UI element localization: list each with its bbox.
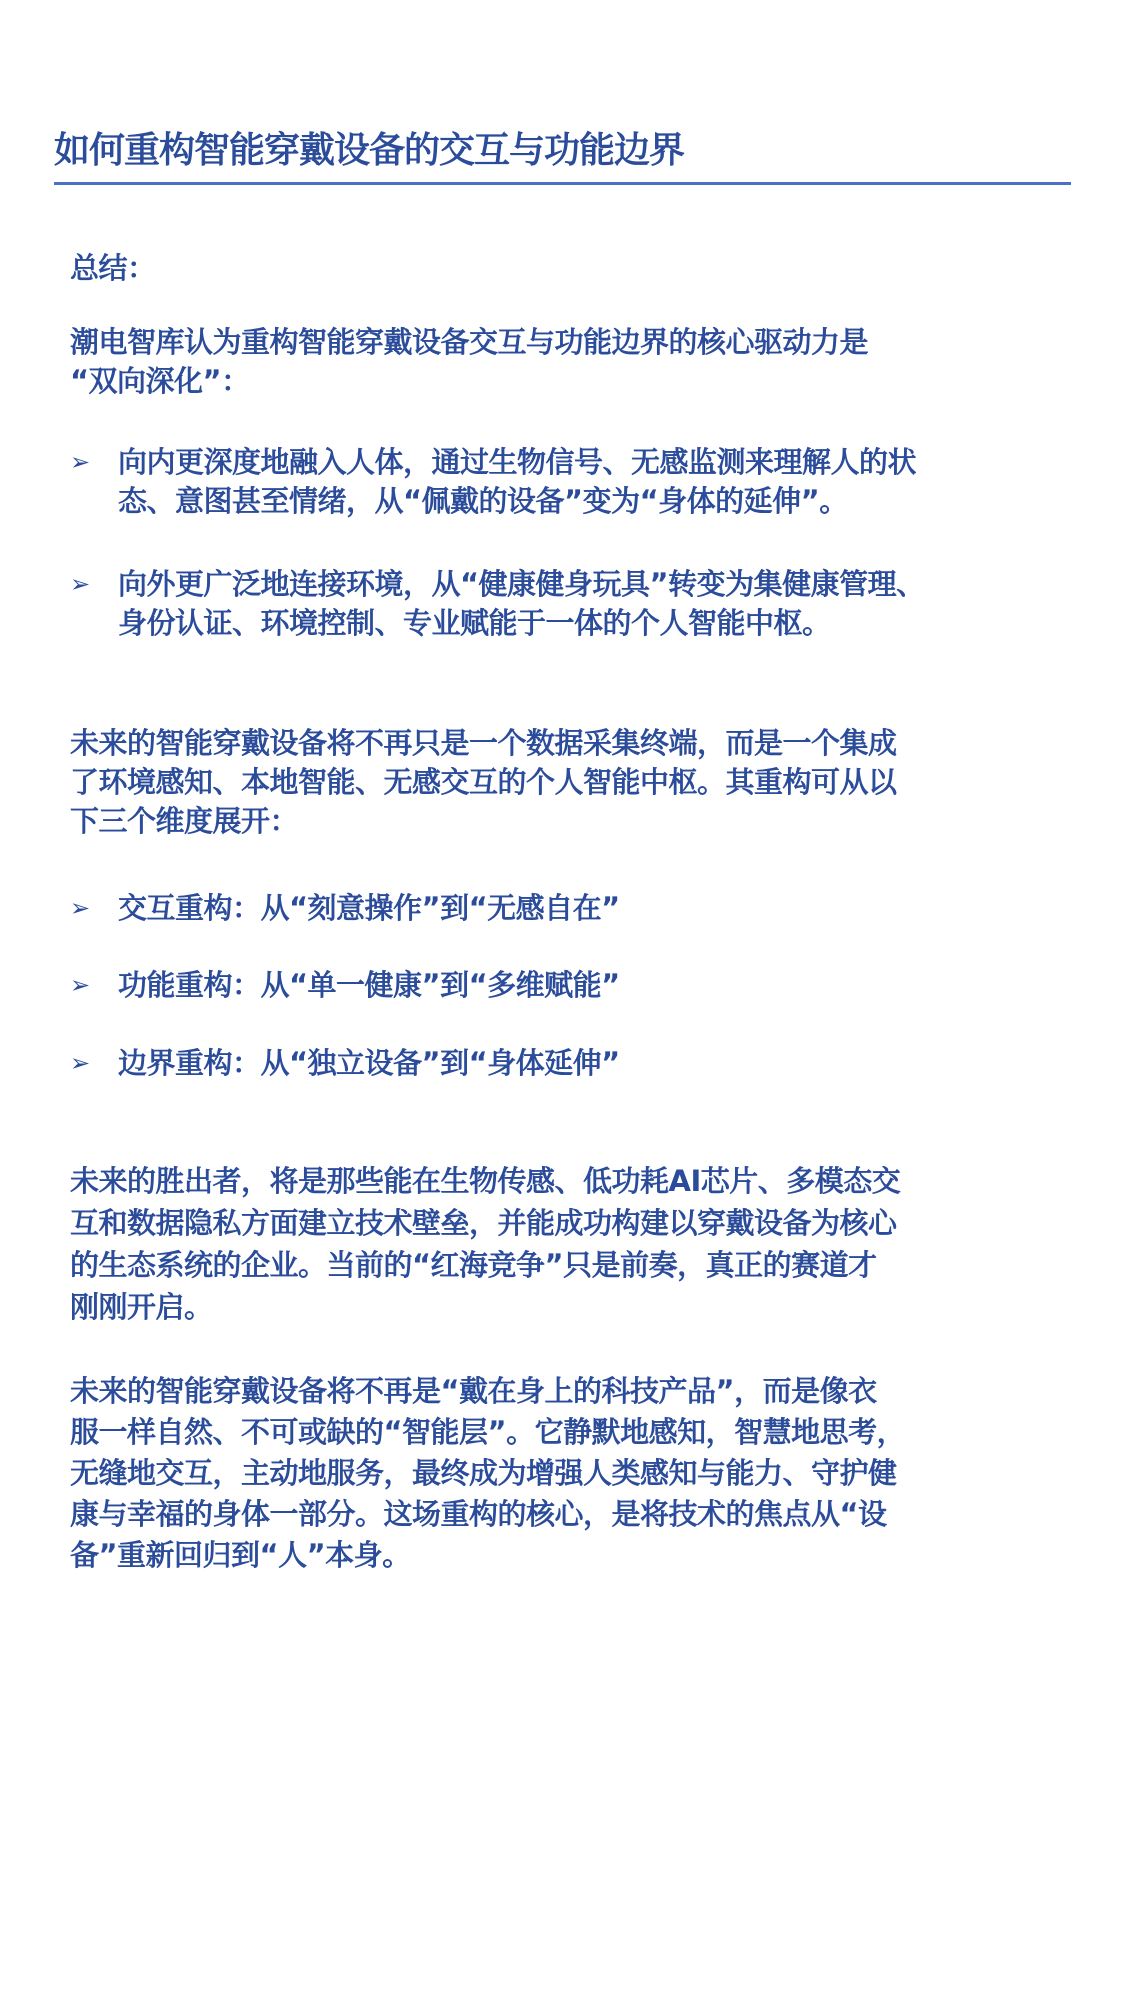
list-item bbox=[70, 443, 916, 521]
text-line: 边界重构：从“独立设备”到“身体延伸” bbox=[118, 1046, 620, 1080]
page-title: 如何重构智能穿戴设备的交互与功能边界 bbox=[54, 130, 685, 171]
text-line: 未来的智能穿戴设备将不再只是一个数据采集终端，而是一个集成 bbox=[70, 726, 897, 760]
text-line: 功能重构：从“单一健康”到“多维赋能” bbox=[118, 968, 620, 1002]
summary-label: 总结： bbox=[70, 251, 156, 285]
list-item bbox=[70, 889, 620, 928]
intro-paragraph bbox=[70, 323, 868, 401]
arrow-bullet-icon: ➢ bbox=[70, 894, 90, 922]
arrow-bullet-icon: ➢ bbox=[70, 971, 90, 999]
text-line: 态、意图甚至情绪，从“佩戴的设备”变为“身体的延伸”。 bbox=[118, 484, 848, 518]
text-line: 未来的胜出者，将是那些能在生物传感、低功耗AI芯片、多模态交 bbox=[70, 1164, 901, 1198]
paragraph-winners bbox=[70, 1160, 900, 1328]
arrow-bullet-icon: ➢ bbox=[70, 570, 90, 598]
text-line: 刚刚开启。 bbox=[70, 1290, 213, 1324]
text-line: 身份认证、环境控制、专业赋能于一体的个人智能中枢。 bbox=[118, 606, 831, 640]
text-line: 备”重新回归到“人”本身。 bbox=[70, 1538, 411, 1572]
text-line: 互和数据隐私方面建立技术壁垒，并能成功构建以穿戴设备为核心 bbox=[70, 1206, 897, 1240]
list-item bbox=[70, 565, 925, 643]
text-line: “双向深化”： bbox=[70, 364, 250, 398]
list-item bbox=[70, 966, 620, 1005]
text-line: 向内更深度地融入人体，通过生物信号、无感监测来理解人的状 bbox=[118, 445, 917, 479]
arrow-bullet-icon: ➢ bbox=[70, 1049, 90, 1077]
paragraph-future bbox=[70, 1371, 905, 1576]
text-line: 潮电智库认为重构智能穿戴设备交互与功能边界的核心驱动力是 bbox=[70, 325, 869, 359]
paragraph-dimensions bbox=[70, 724, 897, 841]
arrow-bullet-icon: ➢ bbox=[70, 448, 90, 476]
text-line: 的生态系统的企业。当前的“红海竞争”只是前奏，真正的赛道才 bbox=[70, 1248, 877, 1282]
text-line: 未来的智能穿戴设备将不再是“戴在身上的科技产品”，而是像衣 bbox=[70, 1374, 877, 1408]
text-line: 了环境感知、本地智能、无感交互的个人智能中枢。其重构可从以 bbox=[70, 765, 897, 799]
text-line: 服一样自然、不可或缺的“智能层”。它静默地感知，智慧地思考， bbox=[70, 1415, 906, 1449]
title-divider bbox=[54, 182, 1071, 185]
text-line: 向外更广泛地连接环境，从“健康健身玩具”转变为集健康管理、 bbox=[118, 567, 925, 601]
text-line: 下三个维度展开： bbox=[70, 804, 299, 838]
list-item bbox=[70, 1044, 620, 1083]
text-line: 康与幸福的身体一部分。这场重构的核心，是将技术的焦点从“设 bbox=[70, 1497, 887, 1531]
text-line: 无缝地交互，主动地服务，最终成为增强人类感知与能力、守护健 bbox=[70, 1456, 897, 1490]
text-line: 交互重构：从“刻意操作”到“无感自在” bbox=[118, 891, 620, 925]
